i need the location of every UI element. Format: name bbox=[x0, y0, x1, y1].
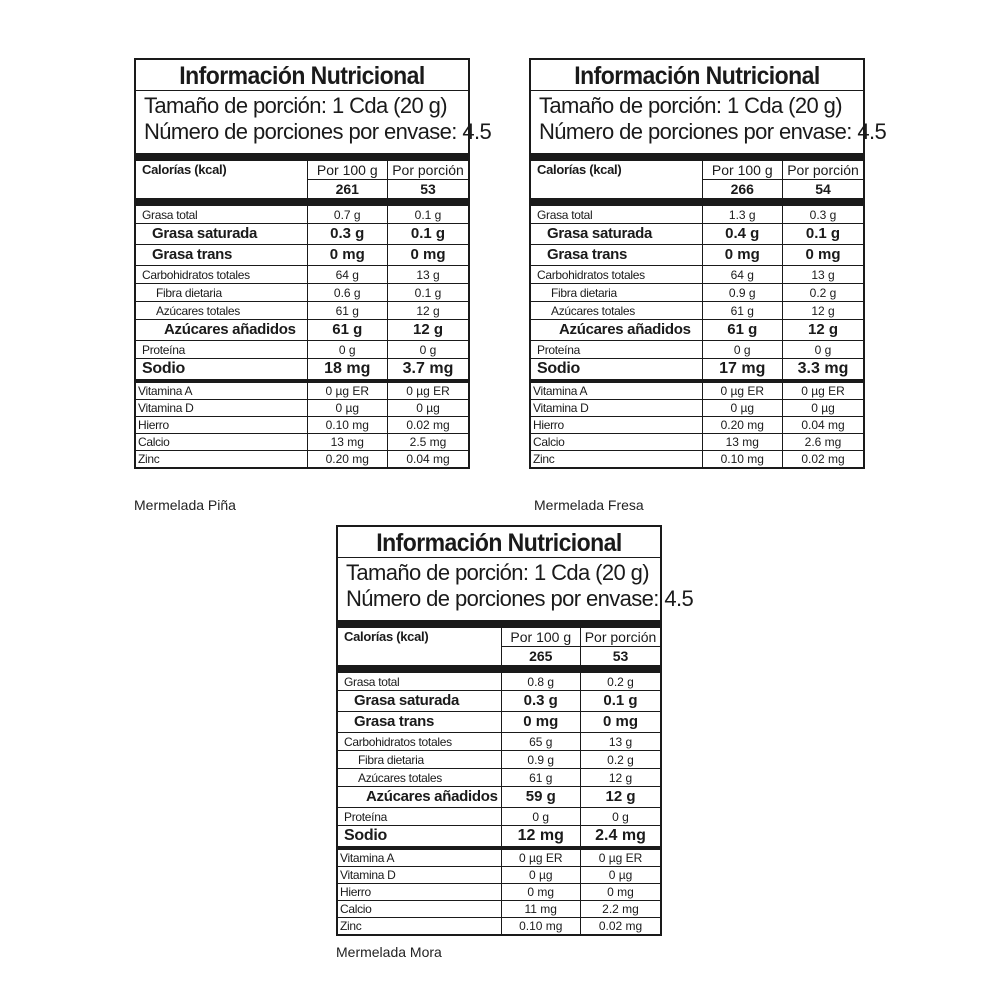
nutrient-row-trans-fat bbox=[136, 245, 468, 266]
nutrient-portion: 0.1 g bbox=[388, 284, 469, 302]
nutrient-per100: 1.3 g bbox=[702, 206, 783, 224]
nutrient-per100: 0.6 g bbox=[307, 284, 388, 302]
nutrient-portion: 13 g bbox=[388, 266, 469, 284]
calories-100g: 261 bbox=[307, 180, 388, 199]
nutrient-row-trans-fat bbox=[338, 712, 660, 733]
label-title: Información Nutricional bbox=[376, 529, 622, 557]
nutrient-portion: 0 g bbox=[783, 341, 864, 359]
thick-divider bbox=[531, 198, 863, 206]
servings-per-container: Número de porciones por envase: 4.5 bbox=[346, 586, 694, 611]
nutrient-portion: 13 g bbox=[581, 733, 661, 751]
nutrient-name: Fibra dietaria bbox=[338, 751, 501, 769]
nutrients-table bbox=[338, 673, 660, 846]
vitamin-portion: 0.02 mg bbox=[783, 451, 864, 468]
caption-fresa: Mermelada Fresa bbox=[534, 497, 644, 513]
vitamin-per100: 11 mg bbox=[501, 901, 581, 918]
nutrient-name: Azúcares totales bbox=[531, 302, 702, 320]
nutrition-label-fresa bbox=[529, 58, 887, 469]
nutrient-portion: 12 g bbox=[388, 302, 469, 320]
calories-100g: 266 bbox=[702, 180, 783, 199]
nutrient-name: Fibra dietaria bbox=[531, 284, 702, 302]
vitamin-portion: 0 mg bbox=[581, 884, 661, 901]
nutrient-row-total-sugars bbox=[338, 769, 660, 787]
calories-table bbox=[531, 161, 863, 198]
nutrient-name: Proteína bbox=[136, 341, 307, 359]
vitamin-name: Calcio bbox=[531, 434, 702, 451]
vitamin-name: Vitamina D bbox=[136, 400, 307, 417]
nutrient-portion: 13 g bbox=[783, 266, 864, 284]
nutrient-row-dietary-fiber bbox=[136, 284, 468, 302]
nutrient-row-total-fat bbox=[136, 206, 468, 224]
vitamin-name: Hierro bbox=[338, 884, 501, 901]
nutrient-per100: 0 g bbox=[501, 808, 581, 826]
servings-per-container: Número de porciones por envase: 4.5 bbox=[539, 119, 887, 144]
vitamin-per100: 0 µg ER bbox=[501, 850, 581, 867]
nutrients-table bbox=[531, 206, 863, 379]
nutrient-name: Grasa total bbox=[142, 207, 198, 222]
nutrient-row-total-carbs bbox=[531, 266, 863, 284]
nutrient-name: Grasa total bbox=[344, 674, 400, 689]
nutrient-per100: 61 g bbox=[702, 302, 783, 320]
label-box bbox=[336, 525, 694, 936]
nutrient-per100: 61 g bbox=[501, 769, 581, 787]
col-header-100g: Por 100 g bbox=[307, 161, 388, 180]
vitamin-per100: 0.10 mg bbox=[702, 451, 783, 468]
nutrients-table bbox=[136, 206, 468, 379]
vitamins-table bbox=[338, 850, 660, 934]
vitamin-row-vitamin-a bbox=[136, 383, 468, 400]
nutrient-row-sodium bbox=[338, 826, 660, 847]
nutrient-row-total-fat bbox=[338, 673, 660, 691]
vitamin-name: Vitamina D bbox=[531, 400, 702, 417]
calories-100g: 265 bbox=[501, 647, 581, 666]
nutrient-per100: 64 g bbox=[307, 266, 388, 284]
nutrient-portion: 0 g bbox=[388, 341, 469, 359]
vitamin-portion: 0.02 mg bbox=[388, 417, 469, 434]
nutrient-row-saturated-fat bbox=[338, 691, 660, 712]
vitamin-portion: 0 µg bbox=[581, 867, 661, 884]
nutrient-per100: 0 mg bbox=[307, 245, 388, 266]
nutrient-portion: 0.1 g bbox=[783, 224, 864, 245]
serving-info bbox=[338, 558, 694, 620]
vitamins-table bbox=[531, 383, 863, 467]
nutrient-row-protein bbox=[338, 808, 660, 826]
nutrient-portion: 0 mg bbox=[783, 245, 864, 266]
thick-divider bbox=[338, 620, 660, 628]
vitamin-row-iron bbox=[136, 417, 468, 434]
vitamin-name: Vitamina D bbox=[338, 867, 501, 884]
nutrient-row-added-sugars bbox=[338, 787, 660, 808]
nutrient-portion: 0.2 g bbox=[783, 284, 864, 302]
vitamin-portion: 2.5 mg bbox=[388, 434, 469, 451]
nutrient-name: Grasa trans bbox=[136, 245, 307, 266]
nutrient-name: Carbohidratos totales bbox=[338, 733, 501, 751]
nutrient-per100: 17 mg bbox=[702, 359, 783, 380]
vitamin-portion: 0.02 mg bbox=[581, 918, 661, 935]
nutrient-portion: 12 g bbox=[783, 320, 864, 341]
nutrient-row-sodium bbox=[531, 359, 863, 380]
nutrient-per100: 64 g bbox=[702, 266, 783, 284]
vitamin-portion: 2.2 mg bbox=[581, 901, 661, 918]
vitamin-portion: 0 µg ER bbox=[783, 383, 864, 400]
nutrient-row-saturated-fat bbox=[136, 224, 468, 245]
calories-table bbox=[136, 161, 468, 198]
vitamin-per100: 0 µg ER bbox=[307, 383, 388, 400]
nutrient-row-trans-fat bbox=[531, 245, 863, 266]
nutrient-per100: 0 mg bbox=[501, 712, 581, 733]
nutrient-name: Proteína bbox=[531, 341, 702, 359]
nutrient-name: Proteína bbox=[338, 808, 501, 826]
nutrient-row-dietary-fiber bbox=[338, 751, 660, 769]
vitamin-row-zinc bbox=[531, 451, 863, 468]
nutrient-per100: 0.9 g bbox=[702, 284, 783, 302]
nutrient-row-added-sugars bbox=[531, 320, 863, 341]
nutrient-row-total-carbs bbox=[338, 733, 660, 751]
nutrient-per100: 61 g bbox=[702, 320, 783, 341]
nutrient-portion: 12 g bbox=[581, 787, 661, 808]
nutrient-portion: 12 g bbox=[783, 302, 864, 320]
nutrient-per100: 12 mg bbox=[501, 826, 581, 847]
serving-size: Tamaño de porción: 1 Cda (20 g) bbox=[346, 560, 650, 585]
nutrient-name: Azúcares totales bbox=[338, 769, 501, 787]
nutrient-per100: 18 mg bbox=[307, 359, 388, 380]
vitamin-row-vitamin-a bbox=[531, 383, 863, 400]
nutrient-portion: 12 g bbox=[388, 320, 469, 341]
vitamin-name: Zinc bbox=[338, 918, 501, 935]
nutrient-per100: 0 g bbox=[702, 341, 783, 359]
vitamin-portion: 0 µg ER bbox=[581, 850, 661, 867]
nutrition-label-pina bbox=[134, 58, 492, 469]
nutrient-per100: 61 g bbox=[307, 302, 388, 320]
vitamin-portion: 2.6 mg bbox=[783, 434, 864, 451]
calories-label: Calorías (kcal) bbox=[142, 162, 227, 177]
calories-table bbox=[338, 628, 660, 665]
label-box bbox=[134, 58, 492, 469]
col-header-portion: Por porción bbox=[581, 628, 661, 647]
nutrient-portion: 12 g bbox=[581, 769, 661, 787]
col-header-100g: Por 100 g bbox=[501, 628, 581, 647]
vitamin-row-vitamin-d bbox=[531, 400, 863, 417]
nutrient-name: Carbohidratos totales bbox=[136, 266, 307, 284]
nutrient-name: Grasa saturada bbox=[338, 691, 501, 712]
label-title: Información Nutricional bbox=[179, 62, 425, 90]
nutrient-name: Azúcares totales bbox=[136, 302, 307, 320]
nutrient-name: Sodio bbox=[338, 826, 501, 847]
nutrient-row-protein bbox=[136, 341, 468, 359]
nutrient-row-protein bbox=[531, 341, 863, 359]
vitamin-name: Vitamina A bbox=[533, 383, 588, 398]
col-header-portion: Por porción bbox=[388, 161, 469, 180]
thick-divider bbox=[136, 198, 468, 206]
vitamin-name: Vitamina A bbox=[340, 850, 395, 865]
vitamin-row-calcium bbox=[338, 901, 660, 918]
nutrient-name: Sodio bbox=[531, 359, 702, 380]
nutrient-name: Azúcares añadidos bbox=[338, 787, 501, 808]
vitamin-name: Hierro bbox=[136, 417, 307, 434]
nutrient-portion: 0 g bbox=[581, 808, 661, 826]
nutrient-name: Azúcares añadidos bbox=[531, 320, 702, 341]
calories-portion: 53 bbox=[581, 647, 661, 666]
servings-per-container: Número de porciones por envase: 4.5 bbox=[144, 119, 492, 144]
nutrient-per100: 0 g bbox=[307, 341, 388, 359]
vitamin-row-vitamin-d bbox=[136, 400, 468, 417]
thick-divider bbox=[338, 665, 660, 673]
vitamin-per100: 0 µg bbox=[307, 400, 388, 417]
nutrient-row-saturated-fat bbox=[531, 224, 863, 245]
vitamin-name: Zinc bbox=[531, 451, 702, 468]
vitamin-per100: 0.10 mg bbox=[501, 918, 581, 935]
vitamin-per100: 0.20 mg bbox=[307, 451, 388, 468]
nutrient-name: Carbohidratos totales bbox=[531, 266, 702, 284]
caption-mora: Mermelada Mora bbox=[336, 944, 442, 960]
vitamin-name: Calcio bbox=[136, 434, 307, 451]
vitamin-row-calcium bbox=[136, 434, 468, 451]
vitamin-portion: 0.04 mg bbox=[388, 451, 469, 468]
nutrient-per100: 0.3 g bbox=[307, 224, 388, 245]
nutrient-portion: 0 mg bbox=[581, 712, 661, 733]
nutrient-portion: 2.4 mg bbox=[581, 826, 661, 847]
vitamin-portion: 0 µg bbox=[783, 400, 864, 417]
nutrient-portion: 3.7 mg bbox=[388, 359, 469, 380]
nutrient-row-total-fat bbox=[531, 206, 863, 224]
nutrient-row-total-sugars bbox=[531, 302, 863, 320]
vitamin-row-calcium bbox=[531, 434, 863, 451]
vitamin-per100: 0 µg bbox=[702, 400, 783, 417]
nutrient-name: Grasa saturada bbox=[136, 224, 307, 245]
vitamin-row-iron bbox=[338, 884, 660, 901]
serving-size: Tamaño de porción: 1 Cda (20 g) bbox=[144, 93, 448, 118]
serving-size: Tamaño de porción: 1 Cda (20 g) bbox=[539, 93, 843, 118]
calories-label: Calorías (kcal) bbox=[537, 162, 622, 177]
nutrient-per100: 0 mg bbox=[702, 245, 783, 266]
nutrient-name: Grasa saturada bbox=[531, 224, 702, 245]
serving-info bbox=[531, 91, 887, 153]
nutrient-per100: 59 g bbox=[501, 787, 581, 808]
nutrient-portion: 3.3 mg bbox=[783, 359, 864, 380]
nutrition-label-mora bbox=[336, 525, 694, 936]
nutrient-name: Grasa total bbox=[537, 207, 593, 222]
nutrient-name: Sodio bbox=[136, 359, 307, 380]
vitamin-row-vitamin-d bbox=[338, 867, 660, 884]
nutrient-per100: 65 g bbox=[501, 733, 581, 751]
nutrient-name: Fibra dietaria bbox=[136, 284, 307, 302]
nutrient-per100: 0.8 g bbox=[501, 673, 581, 691]
nutrient-row-sodium bbox=[136, 359, 468, 380]
nutrient-portion: 0.2 g bbox=[581, 751, 661, 769]
serving-info bbox=[136, 91, 492, 153]
nutrient-portion: 0.3 g bbox=[783, 206, 864, 224]
vitamin-name: Vitamina A bbox=[138, 383, 193, 398]
calories-portion: 53 bbox=[388, 180, 469, 199]
nutrient-portion: 0 mg bbox=[388, 245, 469, 266]
col-header-100g: Por 100 g bbox=[702, 161, 783, 180]
col-header-portion: Por porción bbox=[783, 161, 864, 180]
nutrient-name: Grasa trans bbox=[338, 712, 501, 733]
vitamin-name: Hierro bbox=[531, 417, 702, 434]
vitamin-name: Zinc bbox=[136, 451, 307, 468]
vitamin-per100: 0 µg ER bbox=[702, 383, 783, 400]
nutrient-per100: 0.3 g bbox=[501, 691, 581, 712]
vitamin-per100: 0.10 mg bbox=[307, 417, 388, 434]
nutrient-portion: 0.1 g bbox=[388, 224, 469, 245]
nutrient-per100: 0.9 g bbox=[501, 751, 581, 769]
nutrient-per100: 0.7 g bbox=[307, 206, 388, 224]
nutrient-portion: 0.1 g bbox=[388, 206, 469, 224]
vitamin-row-iron bbox=[531, 417, 863, 434]
nutrient-name: Grasa trans bbox=[531, 245, 702, 266]
vitamin-row-vitamin-a bbox=[338, 850, 660, 867]
vitamin-per100: 13 mg bbox=[702, 434, 783, 451]
vitamin-per100: 13 mg bbox=[307, 434, 388, 451]
vitamin-portion: 0 µg bbox=[388, 400, 469, 417]
caption-pina: Mermelada Piña bbox=[134, 497, 236, 513]
nutrient-row-total-sugars bbox=[136, 302, 468, 320]
vitamin-per100: 0 µg bbox=[501, 867, 581, 884]
vitamin-per100: 0 mg bbox=[501, 884, 581, 901]
vitamin-portion: 0.04 mg bbox=[783, 417, 864, 434]
vitamins-table bbox=[136, 383, 468, 467]
nutrient-per100: 61 g bbox=[307, 320, 388, 341]
calories-label: Calorías (kcal) bbox=[344, 629, 429, 644]
nutrient-per100: 0.4 g bbox=[702, 224, 783, 245]
calories-portion: 54 bbox=[783, 180, 864, 199]
nutrient-portion: 0.2 g bbox=[581, 673, 661, 691]
vitamin-row-zinc bbox=[136, 451, 468, 468]
vitamin-row-zinc bbox=[338, 918, 660, 935]
nutrient-row-total-carbs bbox=[136, 266, 468, 284]
nutrient-name: Azúcares añadidos bbox=[136, 320, 307, 341]
nutrient-portion: 0.1 g bbox=[581, 691, 661, 712]
nutrient-row-added-sugars bbox=[136, 320, 468, 341]
thick-divider bbox=[136, 153, 468, 161]
vitamin-per100: 0.20 mg bbox=[702, 417, 783, 434]
nutrient-row-dietary-fiber bbox=[531, 284, 863, 302]
label-box bbox=[529, 58, 887, 469]
label-title: Información Nutricional bbox=[574, 62, 820, 90]
thick-divider bbox=[531, 153, 863, 161]
vitamin-name: Calcio bbox=[338, 901, 501, 918]
vitamin-portion: 0 µg ER bbox=[388, 383, 469, 400]
